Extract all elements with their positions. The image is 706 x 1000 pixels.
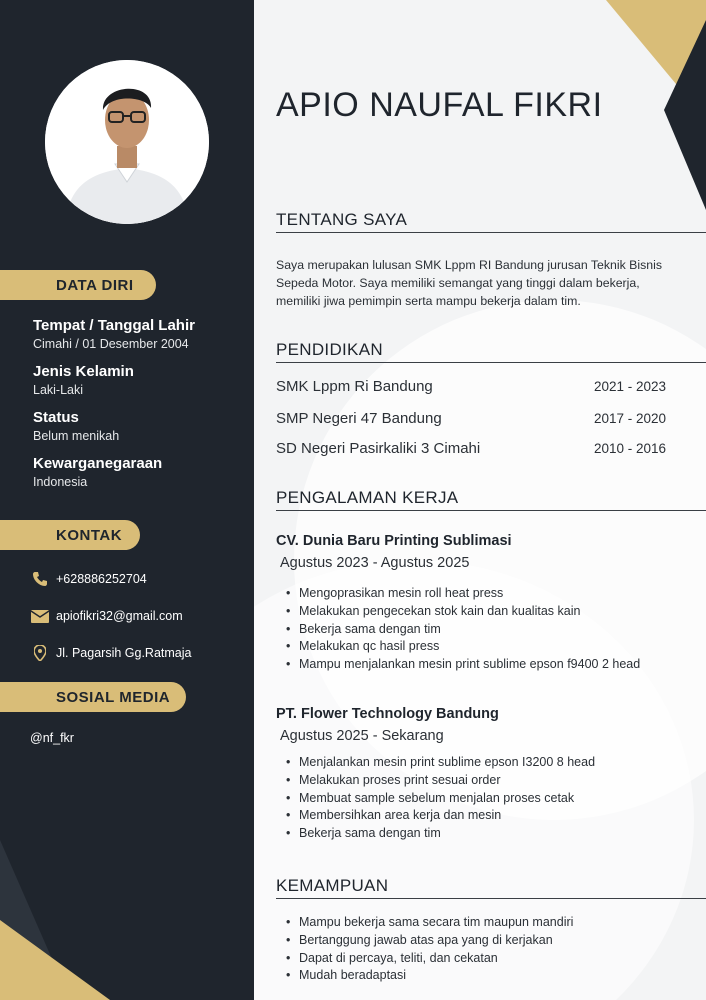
- section-label-kontak: KONTAK: [0, 520, 140, 550]
- job-company: PT. Flower Technology Bandung: [276, 706, 499, 722]
- list-item: • Menjalankan mesin print sublime epson I3200 8 head: [286, 754, 666, 772]
- personal-data: [33, 316, 243, 500]
- section-label-sosial-media: SOSIAL MEDIA: [0, 682, 186, 712]
- list-item: • Mengoprasikan mesin roll heat press: [286, 585, 666, 603]
- section-title-about: TENTANG SAYA: [276, 210, 706, 233]
- section-title-experience: PENGALAMAN KERJA: [276, 488, 706, 511]
- field-label: Jenis Kelamin: [33, 363, 134, 380]
- section-title-education: PENDIDIKAN: [276, 340, 706, 363]
- section-label-data-diri: DATA DIRI: [0, 270, 156, 300]
- field-value: Indonesia: [33, 475, 88, 489]
- field-label: Status: [33, 409, 79, 426]
- field-value: Cimahi / 01 Desember 2004: [33, 337, 189, 351]
- location-pin-icon: [30, 644, 50, 662]
- field-value: Laki-Laki: [33, 383, 84, 397]
- decorative-triangle-gold: [0, 920, 110, 1000]
- person-name: APIO NAUFAL FIKRI: [276, 86, 603, 124]
- contact-email[interactable]: [30, 607, 183, 625]
- decorative-triangle-dark: [664, 20, 706, 210]
- about-text: Saya merupakan lulusan SMK Lppm RI Bandung jurusan Teknik Bisnis Sepeda Motor. Saya memiliki semangat yang tinggi dalam bekerja, memiliki jiwa pemimpin serta mampu bekerja dalam tim.: [276, 258, 662, 308]
- list-item: • Bekerja sama dengan tim: [286, 825, 666, 843]
- section-title-skills: KEMAMPUAN: [276, 876, 706, 899]
- sidebar: [0, 0, 254, 1000]
- field-value: Belum menikah: [33, 429, 120, 443]
- field-label: Tempat / Tanggal Lahir: [33, 317, 195, 334]
- skills-list: [286, 914, 666, 985]
- contact-address: [30, 644, 191, 662]
- list-item: • Membersihkan area kerja dan mesin: [286, 807, 666, 825]
- address-text: Jl. Pagarsih Gg.Ratmaja: [56, 646, 192, 660]
- list-item: • Membuat sample sebelum menjalan proses cetak: [286, 790, 666, 808]
- education-row: [276, 378, 686, 395]
- profile-photo: [45, 60, 209, 224]
- school-name: SMK Lppm Ri Bandung: [276, 378, 433, 395]
- list-item: • Mudah beradaptasi: [286, 967, 666, 985]
- job-company: CV. Dunia Baru Printing Sublimasi: [276, 533, 512, 549]
- school-name: SD Negeri Pasirkaliki 3 Cimahi: [276, 440, 481, 457]
- school-name: SMP Negeri 47 Bandung: [276, 410, 442, 427]
- education-row: [276, 440, 686, 457]
- job-task-list: [286, 754, 666, 843]
- list-item: • Melakukan pengecekan stok kain dan kualitas kain: [286, 603, 666, 621]
- school-years: 2021 - 2023: [593, 379, 666, 394]
- person-portrait-icon: [45, 60, 209, 224]
- phone-icon: [30, 570, 50, 588]
- list-item: • Dapat di percaya, teliti, dan cekatan: [286, 950, 666, 968]
- list-item: • Bekerja sama dengan tim: [286, 621, 666, 639]
- job-period: Agustus 2023 - Agustus 2025: [280, 555, 470, 571]
- list-item: • Mampu menjalankan mesin print sublime epson f9400 2 head: [286, 656, 666, 674]
- list-item: • Melakukan qc hasil press: [286, 638, 666, 656]
- email-address: apiofikri32@gmail.com: [56, 609, 183, 623]
- list-item: • Melakukan proses print sesuai order: [286, 772, 666, 790]
- school-years: 2017 - 2020: [593, 411, 666, 426]
- contact-phone[interactable]: [30, 570, 147, 588]
- list-item: • Bertanggung jawab atas apa yang di kerjakan: [286, 932, 666, 950]
- phone-number: +628886252704: [56, 572, 147, 586]
- job-period: Agustus 2025 - Sekarang: [280, 728, 444, 744]
- job-task-list: [286, 585, 666, 674]
- list-item: • Mampu bekerja sama secara tim maupun mandiri: [286, 914, 666, 932]
- social-handle[interactable]: @nf_fkr: [30, 731, 74, 745]
- education-row: [276, 410, 686, 427]
- field-label: Kewarganegaraan: [33, 455, 163, 472]
- school-years: 2010 - 2016: [593, 441, 666, 456]
- mail-icon: [30, 607, 50, 625]
